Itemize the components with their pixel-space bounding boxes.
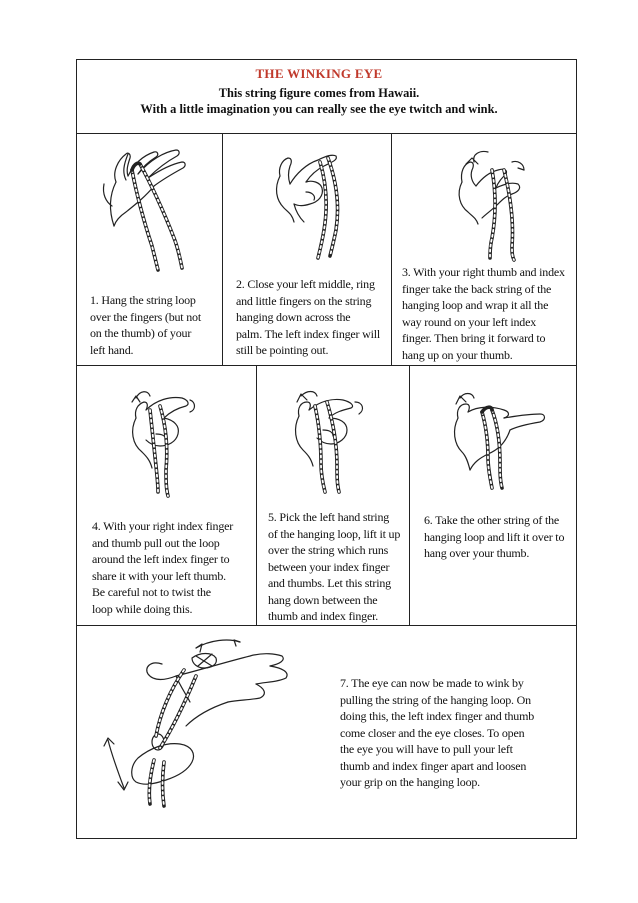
step-5-line: over the string which runs	[268, 543, 389, 557]
step-2-line: and little fingers on the string	[236, 293, 372, 308]
step-5-line: 5. Pick the left hand string	[268, 510, 390, 524]
step1-hand-illustration	[98, 142, 208, 282]
divider-row1	[76, 365, 577, 366]
step-5-line: between your index finger	[268, 559, 390, 574]
step-3-line: hang up on your thumb.	[402, 347, 513, 362]
step-5-line: thumb and index finger.	[268, 609, 379, 623]
step-2-line: 2. Close your left middle, ring	[236, 277, 375, 291]
step7-hands-illustration	[100, 630, 310, 810]
divider-header	[76, 133, 577, 134]
step-5-line: and thumbs. Let this string	[268, 576, 391, 590]
step-4-line: Be careful not to twist the	[92, 585, 211, 599]
step-6-line: hanging loop and lift it over to	[424, 529, 565, 544]
step-1-text	[90, 292, 201, 358]
page-title: THE WINKING EYE	[255, 66, 383, 81]
step-7-line: 7. The eye can now be made to wink by	[340, 676, 524, 690]
step-3-line: hanging loop and wrap it all the	[402, 298, 549, 312]
step-4-line: around the left index finger to	[92, 552, 230, 566]
step-6-text	[424, 512, 564, 562]
step-7-line: doing this, the left index finger and thumb	[340, 709, 535, 723]
step2-hand-illustration	[266, 142, 376, 262]
step3-hand-illustration	[452, 142, 562, 262]
intro-line-1: This string figure comes from Hawaii.	[218, 86, 420, 100]
divider-r1-b	[391, 133, 392, 365]
step-1-line: on the thumb) of your	[90, 326, 192, 340]
step-2-text	[236, 276, 380, 359]
intro-line-2: With a little imagination you can really see the eye twitch and wink.	[140, 102, 498, 116]
divider-r2-a	[256, 365, 257, 625]
step-7-text	[340, 675, 534, 791]
step-4-text	[92, 518, 233, 617]
step-3-text	[402, 264, 565, 363]
step-6-line: 6. Take the other string of the	[424, 513, 560, 527]
step-7-line: thumb and index finger apart and loosen	[340, 758, 527, 773]
step-4-line: loop while doing this.	[92, 601, 193, 616]
step-5-line: hang down between the	[268, 592, 378, 607]
step-2-line: hanging down across the	[236, 310, 351, 324]
step-3-line: finger. Then bring it forward to	[402, 331, 546, 345]
step-7-line: come closer and the eye closes. To open	[340, 725, 525, 740]
step-5-line: of the hanging loop, lift it up	[268, 526, 401, 541]
step-7-line: pulling the string of the hanging loop. On	[340, 692, 531, 707]
step-4-line: 4. With your right index finger	[92, 519, 234, 533]
step-5-text	[268, 509, 400, 625]
step5-hand-illustration	[285, 388, 395, 498]
step-4-line: share it with your left thumb.	[92, 568, 226, 583]
step-6-line: hang over your thumb.	[424, 546, 530, 560]
step6-hand-illustration	[446, 392, 566, 492]
step-1-line: over the fingers (but not	[90, 309, 201, 324]
step-7-line: your grip on the hanging loop.	[340, 775, 480, 789]
step-2-line: palm. The left index finger will	[236, 326, 381, 341]
step-1-line: left hand.	[90, 342, 134, 357]
step-4-line: and thumb pull out the loop	[92, 535, 220, 550]
step-3-line: way round on your left index	[402, 314, 537, 329]
step-1-line: 1. Hang the string loop	[90, 293, 196, 307]
step4-hand-illustration	[116, 388, 226, 498]
step-3-line: finger take the back string of the	[402, 281, 552, 296]
divider-r2-b	[409, 365, 410, 625]
divider-r1-a	[222, 133, 223, 365]
step-7-line: the eye you will have to pull your left	[340, 742, 513, 756]
divider-row2	[76, 625, 577, 626]
step-3-line: 3. With your right thumb and index	[402, 265, 565, 279]
step-2-line: still be pointing out.	[236, 343, 329, 357]
